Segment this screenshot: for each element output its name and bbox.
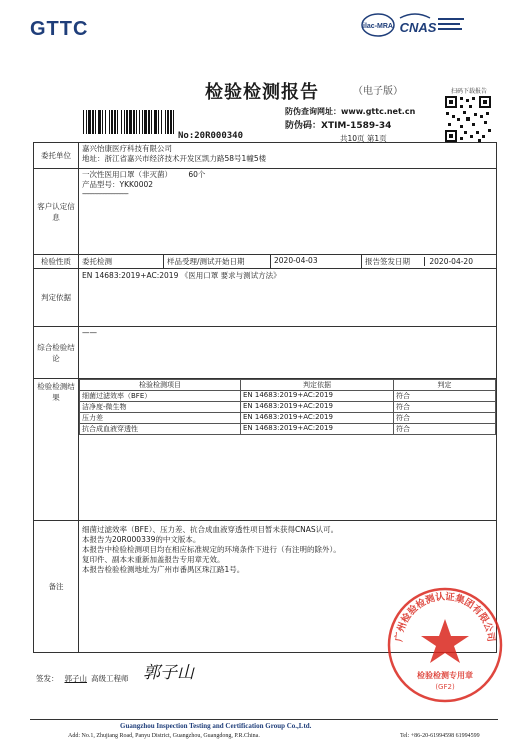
barcode-bar — [95, 110, 96, 134]
barcode-bar — [136, 110, 137, 134]
barcode-bar — [173, 110, 174, 134]
basis-label: 判定依据 — [34, 269, 79, 327]
table-row — [80, 402, 496, 413]
barcode-bar — [167, 110, 169, 134]
footer-phone: Tel: +86-20-61994598 61994599 — [400, 733, 480, 739]
remarks-label: 备注 — [34, 521, 79, 653]
official-stamp — [386, 586, 504, 704]
report-table — [33, 142, 497, 653]
barcode-bar — [88, 110, 91, 134]
sample-name: 一次性医用口罩（非灭菌） — [82, 170, 172, 179]
footer-address: Add: No.1, Zhujiang Road, Panyu District, Guangzhou, Guangdong, P.R.China. — [68, 733, 260, 739]
barcode-bar — [133, 110, 135, 134]
stamp-center-text: 检验检测专用章 — [417, 670, 473, 680]
barcode-bar — [161, 110, 162, 134]
sample-cell — [79, 169, 497, 255]
results-table — [79, 379, 496, 435]
report-number: No:20R000340 — [178, 131, 244, 141]
barcode-bar — [129, 110, 132, 134]
results-verdict: 符合 — [394, 424, 496, 435]
client-address: 地址：浙江省嘉兴市经济技术开发区凯力路58号1幢5楼 — [82, 154, 267, 163]
table-row — [80, 413, 496, 424]
signer-name: 郭子山 — [64, 674, 87, 683]
barcode-bar — [86, 110, 87, 134]
barcode-bar — [144, 110, 147, 134]
results-basis: EN 14683:2019+AC:2019 — [241, 424, 394, 435]
remark-line: 本报告中检验检测项目均在相应标准规定的环境条件下进行（有注明的除外）。 — [82, 545, 341, 554]
results-item: 细菌过滤效率（BFE） — [80, 391, 241, 402]
issued-label: 报告签发日期 — [365, 257, 410, 266]
results-basis: EN 14683:2019+AC:2019 — [241, 402, 394, 413]
cnas-ilac-logos — [360, 10, 468, 40]
report-subtitle: （电子版） — [353, 86, 403, 97]
barcode-bar — [98, 110, 101, 134]
results-item: 洁净度-微生物 — [80, 402, 241, 413]
client-label: 委托单位 — [34, 143, 79, 169]
inspection-label: 检验性质 — [34, 255, 79, 269]
results-header-basis: 判定依据 — [241, 380, 394, 391]
stamp-code: (GF2) — [435, 683, 455, 691]
sample-qty: 60个 — [188, 170, 206, 179]
barcode-bar — [165, 110, 166, 134]
anti-fake-code: 防伪码：XTIM-1589-34 — [285, 121, 392, 131]
barcode-bar — [158, 110, 159, 134]
anti-fake-url: 防伪查询网址：www.gttc.net.cn — [285, 107, 416, 116]
sample-model: 产品型号：YKK0002 — [82, 180, 154, 189]
basis-text: EN 14683:2019+AC:2019 《医用口罩 要求与测试方法》 — [79, 269, 497, 327]
barcode-bar — [139, 110, 140, 134]
ilac-mra-mark: ilac-MRA — [363, 23, 393, 30]
results-basis: EN 14683:2019+AC:2019 — [241, 413, 394, 424]
conclusion-text: —— — [79, 327, 497, 379]
barcode-bar — [92, 110, 94, 134]
results-header-verdict: 判定 — [394, 380, 496, 391]
page-indicator: 共10页 第1页 — [340, 134, 387, 143]
results-header-item: 检验检测项目 — [80, 380, 241, 391]
results-cell — [79, 379, 497, 521]
barcode-bar — [126, 110, 128, 134]
conclusion-label: 综合检验结论 — [34, 327, 79, 379]
sample-divider: ------------------------------ — [82, 190, 128, 198]
footer-company: Guangzhou Inspection Testing and Certification Group Co.,Ltd. — [120, 722, 312, 730]
barcode-bar — [117, 110, 118, 134]
barcode-bar — [83, 110, 84, 134]
cnas-brand: CNAS — [399, 20, 437, 35]
star-icon — [421, 619, 469, 663]
results-item: 抗合成血液穿透性 — [80, 424, 241, 435]
remark-line: 本报告为20R000339的中文版本。 — [82, 535, 201, 544]
barcode-bar — [124, 110, 125, 134]
sign-label: 签发： — [36, 674, 59, 683]
barcode-bar — [114, 110, 116, 134]
barcode — [83, 110, 175, 134]
barcode-bar — [148, 110, 150, 134]
barcode-bar — [105, 110, 106, 134]
qr-code[interactable] — [444, 95, 492, 143]
issued-cell — [362, 255, 497, 269]
footer-divider — [30, 719, 498, 720]
qr-label: 扫码下载报告 — [451, 88, 488, 95]
sign-row — [36, 673, 129, 684]
client-cell — [79, 143, 497, 169]
table-row — [80, 391, 496, 402]
received-date: 2020-04-03 — [271, 255, 362, 269]
results-verdict: 符合 — [394, 402, 496, 413]
remark-line: 复印件、副本未重新加盖报告专用章无效。 — [82, 555, 225, 564]
barcode-bar — [151, 110, 152, 134]
stamp-ring-text: 广州检验检测认证集团有限公司 — [393, 591, 497, 643]
remark-line: 本报告检验检测地址为广州市番禺区珠江路1号。 — [82, 565, 245, 574]
remark-line: 细菌过滤效率（BFE）、压力差、抗合成血液穿透性项目暂未获得CNAS认可。 — [82, 525, 339, 534]
issued-date: 2020-04-20 — [424, 257, 473, 266]
report-title: 检验检测报告 — [205, 82, 319, 103]
client-name: 嘉兴怡康医疗科技有限公司 — [82, 144, 172, 153]
handwritten-signature: 郭子山 — [143, 663, 194, 683]
barcode-bar — [102, 110, 103, 134]
gttc-logo: GTTC — [30, 18, 89, 40]
results-label: 检验检测结果 — [34, 379, 79, 521]
sample-label: 客户认定信息 — [34, 169, 79, 255]
barcode-bar — [121, 110, 122, 134]
barcode-bar — [170, 110, 172, 134]
signer-role: 高级工程师 — [91, 674, 129, 683]
results-basis: EN 14683:2019+AC:2019 — [241, 391, 394, 402]
table-row — [80, 424, 496, 435]
results-verdict: 符合 — [394, 413, 496, 424]
barcode-bar — [154, 110, 157, 134]
results-item: 压力差 — [80, 413, 241, 424]
barcode-bar — [142, 110, 143, 134]
sample-name-line — [82, 170, 493, 180]
received-label: 样品受理/测试开始日期 — [164, 255, 271, 269]
barcode-bar — [109, 110, 110, 134]
barcode-bar — [111, 110, 113, 134]
results-verdict: 符合 — [394, 391, 496, 402]
inspection-type: 委托检测 — [79, 255, 164, 269]
